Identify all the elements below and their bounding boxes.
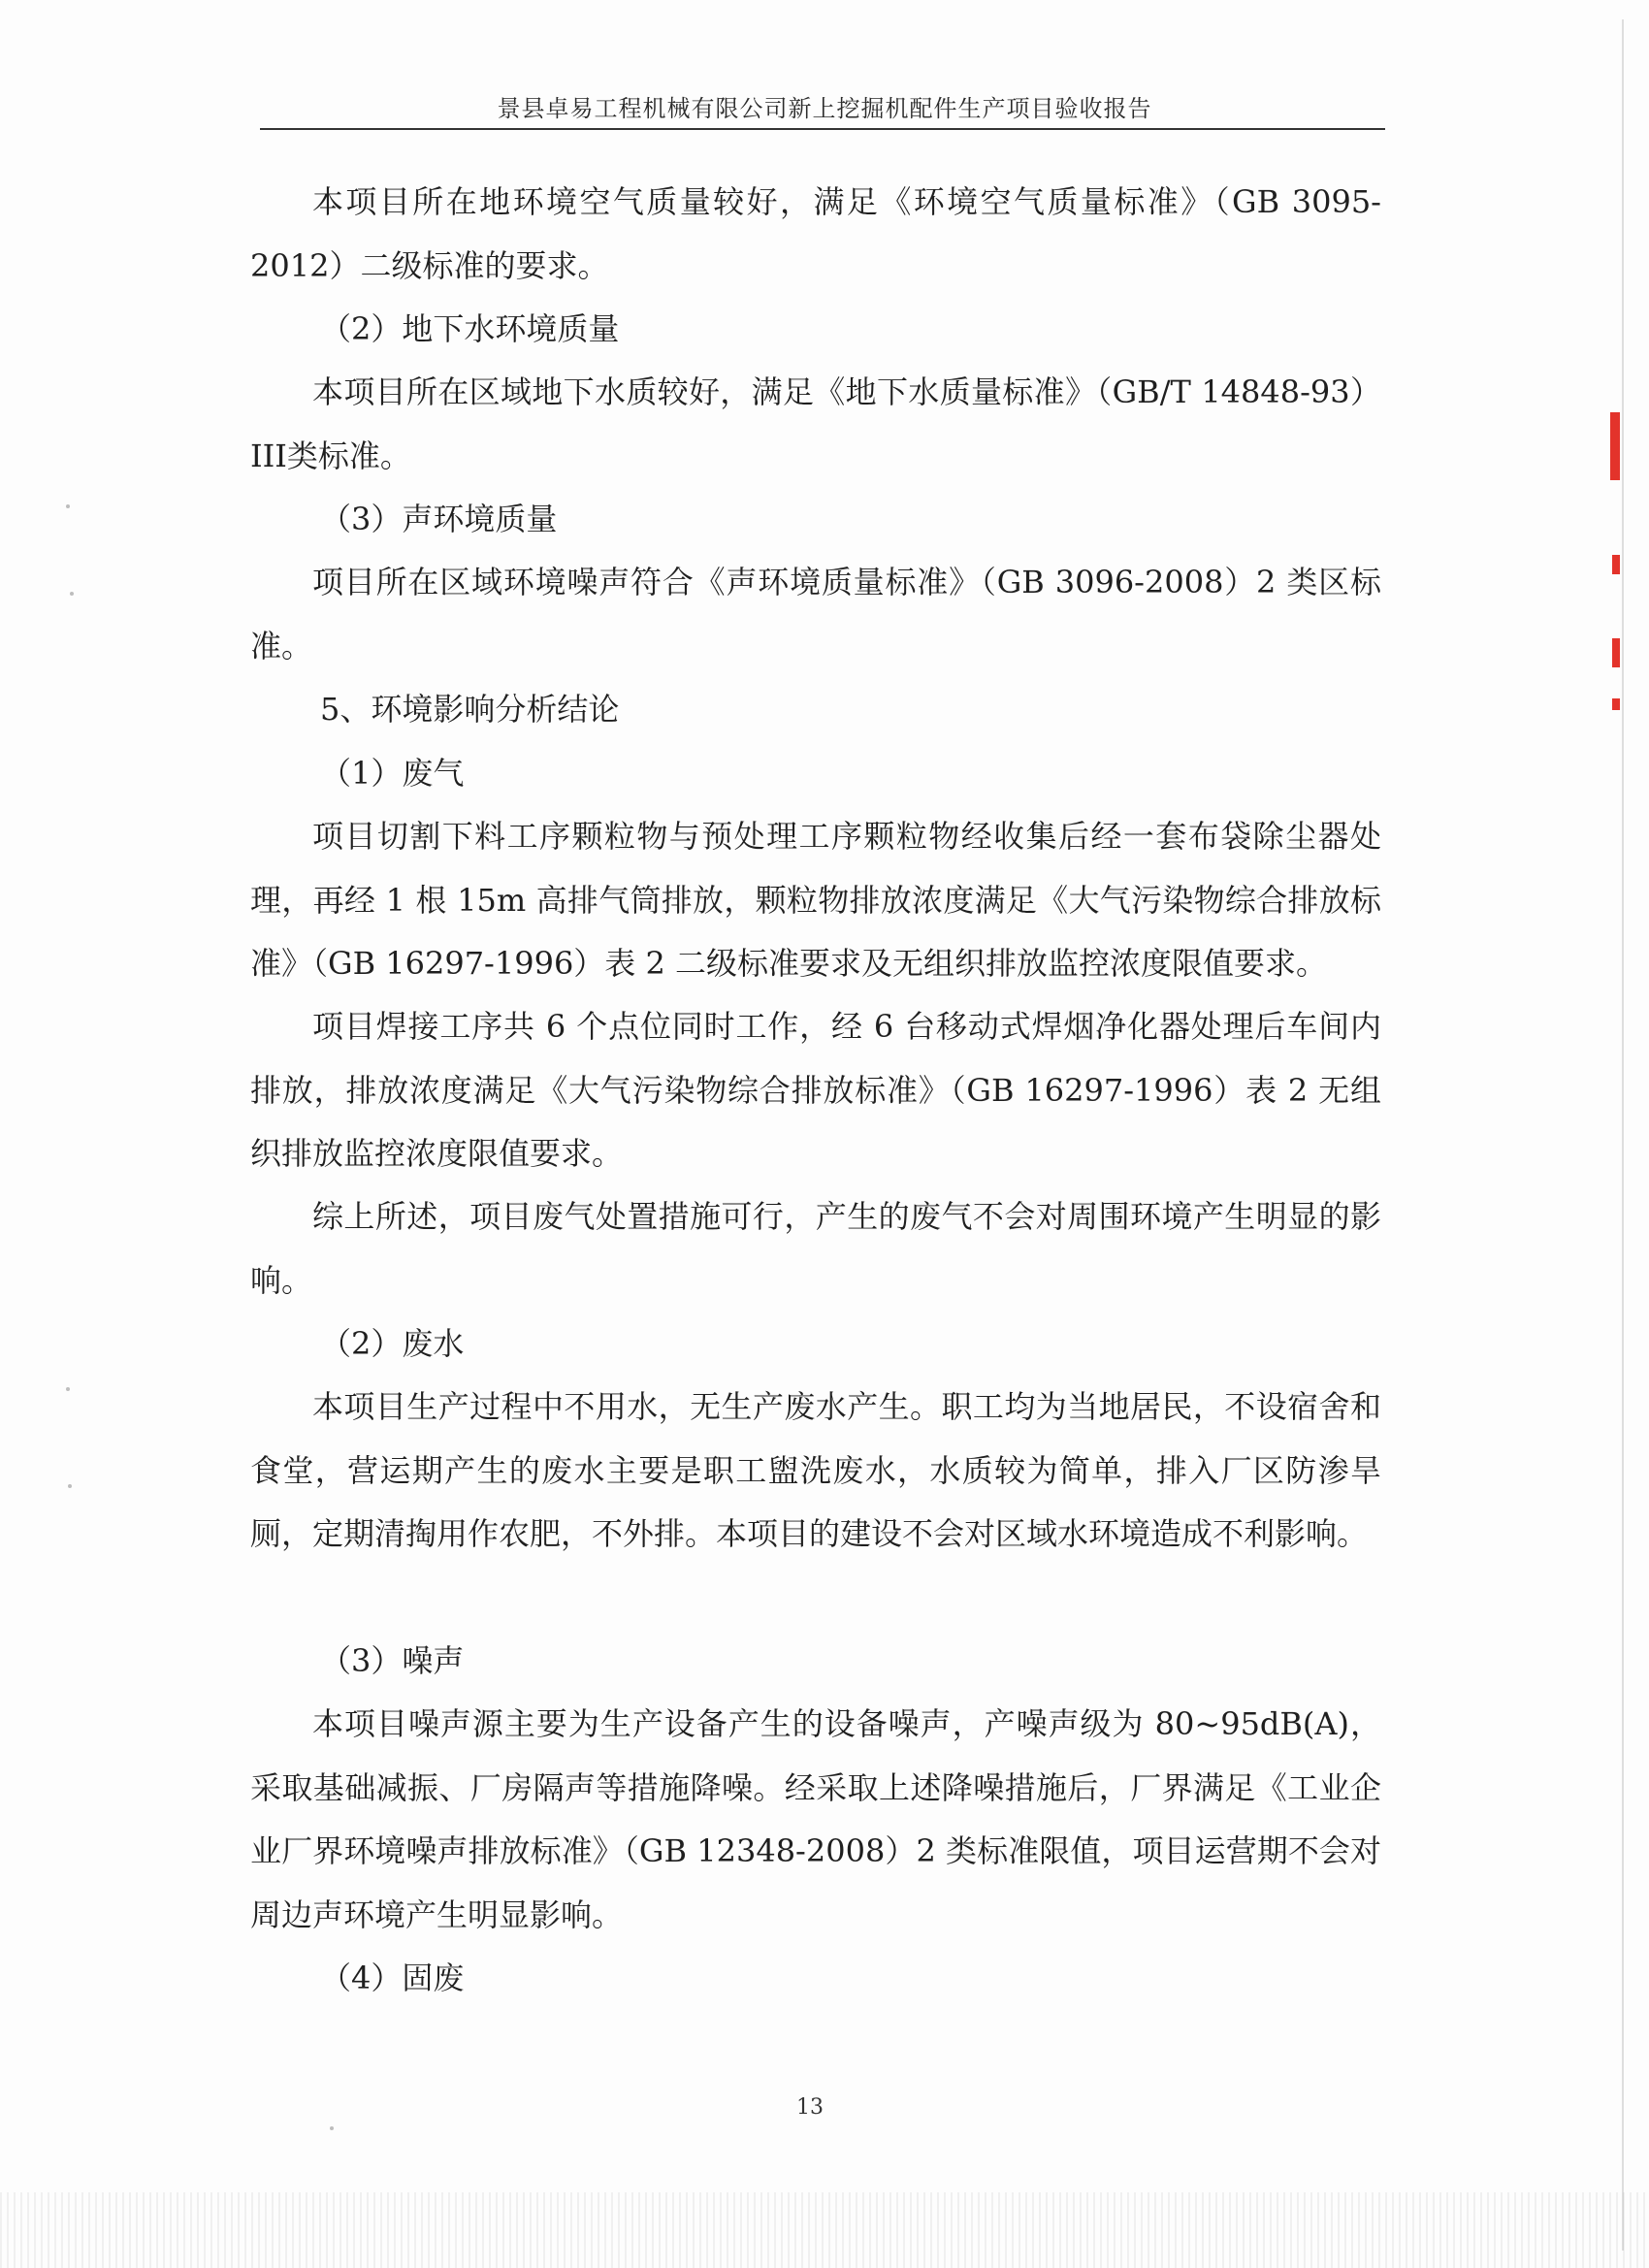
red-margin-mark	[1612, 638, 1620, 667]
heading-solid-waste: （4）固废	[320, 1960, 465, 1996]
scan-speck	[66, 1387, 70, 1391]
red-margin-mark	[1612, 698, 1620, 710]
paragraph-waste-gas-summary: 综上所述，项目废气处置措施可行，产生的废气不会对周围环境产生明显的影响。	[250, 1198, 1381, 1299]
paragraph-noise: 本项目噪声源主要为生产设备产生的设备噪声，产噪声级为 80~95dB(A)，采取基础减振、厂房隔声等措施降噪。经采取上述降噪措施后，厂界满足《工业企业厂界环境噪声排放标准》（GB 12348-2008）2 类标准限值，项目运营期不会对周边声环境产生明显影响。	[250, 1705, 1381, 1933]
paragraph-sound-environment: 项目所在区域环境噪声符合《声环境质量标准》（GB 3096-2008）2 类区标准。	[250, 564, 1381, 664]
heading-groundwater: （2）地下水环境质量	[320, 310, 620, 347]
paragraph-air-quality: 本项目所在地环境空气质量较好，满足《环境空气质量标准》（GB 3095-2012）二级标准的要求。	[250, 183, 1381, 284]
heading-impact-conclusion: 5、环境影响分析结论	[320, 691, 620, 728]
running-header-title: 景县卓易工程机械有限公司新上挖掘机配件生产项目验收报告	[497, 95, 1152, 122]
red-margin-mark	[1612, 555, 1620, 574]
heading-waste-water: （2）废水	[320, 1325, 465, 1362]
page-number: 13	[796, 2095, 824, 2120]
paragraph-waste-gas-welding: 项目焊接工序共 6 个点位同时工作，经 6 台移动式焊烟净化器处理后车间内排放，排放浓度满足《大气污染物综合排放标准》（GB 16297-1996）表 2 无组织排放监控浓度限值要求。	[250, 1008, 1381, 1172]
scan-speck	[70, 592, 74, 596]
paragraph-waste-gas-cutting: 项目切割下料工序颗粒物与预处理工序颗粒物经收集后经一套布袋除尘器处理，再经 1 根 15m 高排气筒排放，颗粒物排放浓度满足《大气污染物综合排放标准》（GB 16297-1996）表 2 二级标准要求及无组织排放监控浓度限值要求。	[250, 818, 1381, 982]
scan-edge-line	[1622, 19, 1624, 2251]
scan-speck	[66, 504, 70, 508]
scan-speck	[330, 2126, 334, 2130]
scan-speck	[68, 1484, 72, 1488]
red-margin-mark	[1610, 412, 1620, 480]
paragraph-groundwater: 本项目所在区域地下水质较好，满足《地下水质量标准》（GB/T 14848-93）III类标准。	[250, 373, 1381, 474]
scan-noise-band	[0, 2192, 1649, 2268]
heading-waste-gas: （1）废气	[320, 755, 465, 792]
heading-sound-environment: （3）声环境质量	[320, 501, 558, 537]
paragraph-waste-water: 本项目生产过程中不用水，无生产废水产生。职工均为当地居民，不设宿舍和食堂，营运期产生的废水主要是职工盥洗废水，水质较为简单，排入厂区防渗旱厕，定期清掏用作农肥，不外排。本项目的建设不会对区域水环境造成不利影响。	[250, 1388, 1381, 1552]
header-divider	[260, 128, 1385, 130]
heading-noise: （3）噪声	[320, 1642, 465, 1679]
